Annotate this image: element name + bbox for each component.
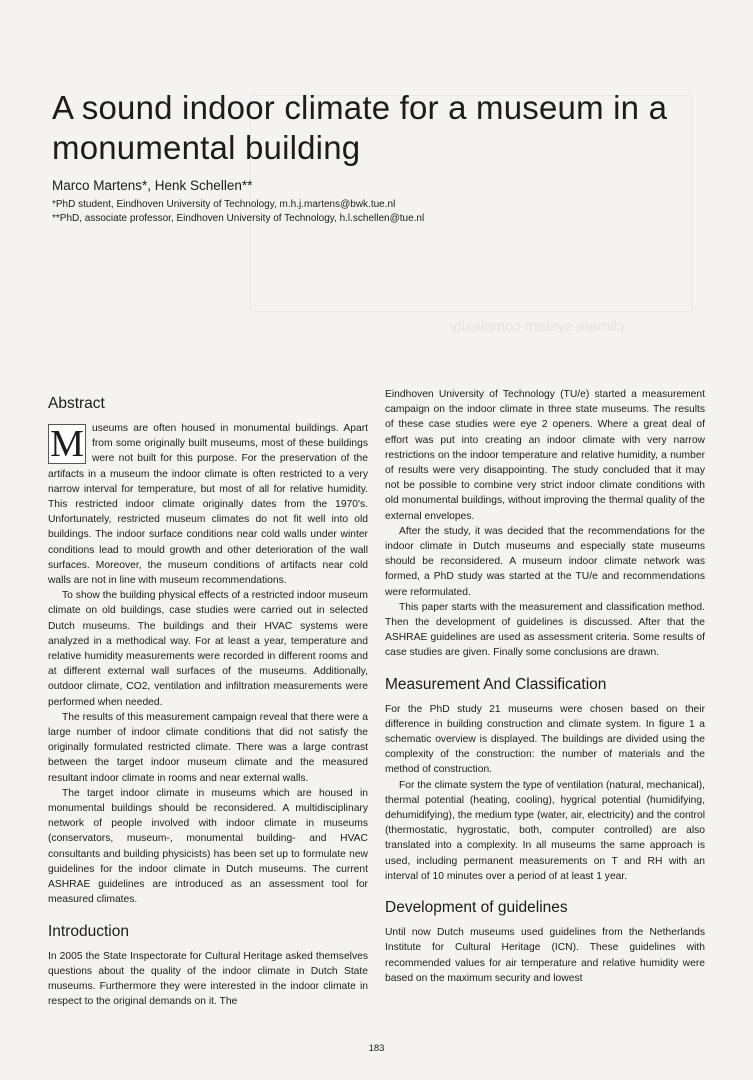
authors: Marco Martens*, Henk Schellen**: [52, 178, 253, 193]
intro-continued-paragraph-1: Eindhoven University of Technology (TU/e) started a measurement campaign on the indoor climate in three state museums. The results of these case studies were eye 2 openers. Where a great deal of effort was put into creating an indoor climate with very narrow restrictions on the indoor temperature and relative humidity, a number of results were very disappointing. The study concluded that it may not be possible to combine very strict indoor climate conditions with old monumental buildings, without improving the thermal quality of the external envelopes.: [385, 389, 705, 522]
measurement-heading: Measurement And Classification: [385, 675, 607, 693]
drop-cap: M: [48, 424, 86, 464]
paper-title: A sound indoor climate for a museum in a monumental building: [52, 89, 668, 166]
intro-continued-paragraph-3: This paper starts with the measurement and classification method. Then the development of guidelines is discussed. After that the ASHRAE guidelines are used as assessment criteria. Some results of case studies are given. Finally some conclusions are drawn.: [385, 601, 705, 659]
left-column: [48, 394, 368, 1009]
abstract-paragraph-1: [48, 421, 368, 588]
right-column: [385, 387, 705, 986]
development-paragraph-1: Until now Dutch museums used guidelines from the Netherlands Institute for Cultural Heritage (ICN). These guidelines with recommended values for air temperature and relative humidity were based on the maximum security and lowest: [385, 927, 705, 984]
abstract-paragraph-1-text: useums are often housed in monumental buildings. Apart from some originally built museums, most of these buildings were not built for this purpose. For the preservation of the artifacts in a museum the indoor climate is often restricted to a very narrow interval for temperature, but most of all for relative humidity. This restricted indoor climate originally dates from the 1970's. Unfortunately, restricted museum climates do not fit well into old buildings. The indoor surface conditions near cold walls under winter conditions lead to mould growth and other deterioration of the wall surfaces. Moreover, the museum conditions of artifacts near cold walls are not in line with museum recommendations.: [48, 423, 368, 587]
measurement-paragraph-1: For the PhD study 21 museums were chosen based on their difference in building construction and climate system. In figure 1 a schematic overview is displayed. The buildings are divided using the complexity of the construction: the number of materials and the method of construction.: [385, 703, 705, 776]
introduction-paragraph-1: In 2005 the State Inspectorate for Cultural Heritage asked themselves questions about the quality of the indoor climate in Dutch State museums. Furthermore they were interested in the indoor climate in respect to the original demands on it. The: [48, 950, 368, 1008]
development-heading: Development of guidelines: [385, 899, 568, 917]
page-number: 183: [368, 1043, 385, 1054]
abstract-paragraph-3: The results of this measurement campaign reveal that there were a large number of indoor climate conditions that did not satisfy the originally formulated restricted climate. There was a large contrast between the target indoor museum climate and the measured resultant indoor climate in rooms and near external walls.: [48, 711, 368, 784]
abstract-paragraph-4: The target indoor climate in museums which are housed in monumental buildings should be reconsidered. A multidisciplinary network of people involved with indoor climate in museums (conservators, museum-, monumental building- and HVAC consultants and building physicists) has been set up to formulate new guidelines for the indoor climate in Dutch museums. The current ASHRAE guidelines are introduced as an assessment tool for measured climates.: [48, 787, 368, 906]
introduction-heading: Introduction: [48, 922, 129, 940]
show-through-text: climate system complexity: [450, 318, 625, 335]
affiliation-1: *PhD student, Eindhoven University of Technology, m.h.j.martens@bwk.tue.nl: [52, 199, 396, 210]
intro-continued-paragraph-2: After the study, it was decided that the recommendations for the indoor climate in Dutch museums and especially state museums should be reconsidered. A museum indoor climate network was formed, a PhD study was started at the TU/e and recommendations were reformulated.: [385, 525, 705, 598]
affiliation-2: **PhD, associate professor, Eindhoven University of Technology, h.l.schellen@tue.nl: [52, 213, 425, 224]
measurement-paragraph-2: For the climate system the type of ventilation (natural, mechanical), thermal potential (heating, cooling), hygrical potential (humidifying, dehumidifying), the medium type (water, air, electricity) and the control (thermostatic, hygrostatic, both, computer controlled) are also translated into a complexity. In all museums the same approach is used, including permanent measurements on T and RH with an interval of 10 minutes over a period of at least 1 year.: [385, 779, 705, 882]
abstract-heading: Abstract: [48, 395, 105, 412]
abstract-paragraph-2: To show the building physical effects of a restricted indoor museum climate on old buildings, case studies were carried out in selected Dutch museums. The buildings and their HVAC systems were analyzed in a methodical way. For at least a year, temperature and relative humidity measurements were recorded in different rooms and at different external wall surfaces of the museums. Additionally, outdoor climate, CO2, ventilation and infiltration measurements were performed when needed.: [48, 590, 368, 708]
